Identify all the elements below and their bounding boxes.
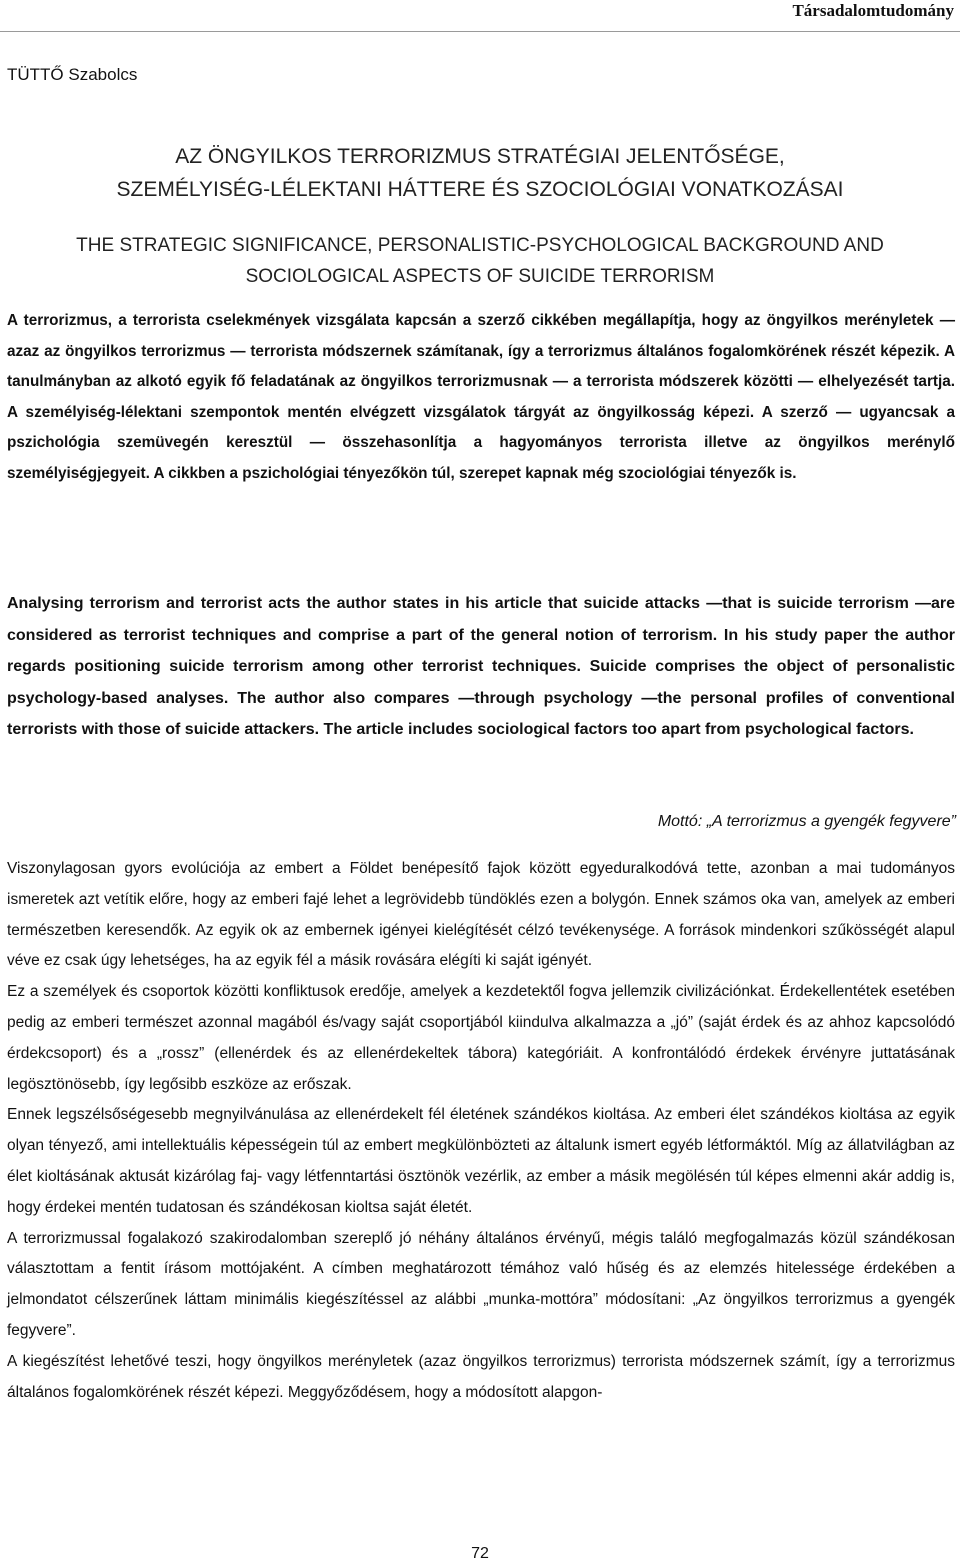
body-paragraph-1: Viszonylagosan gyors evolúciója az embert a Földet benépesítő fajok között egyeduralkodóvá tette, azonban a mai tudományos ismeretek azt vetítik előre, hogy az emberi fajé lehet a legrövidebb tündöklés ezen a bolygón. Ennek számos oka van, amelyek az emberi természetben keresendők. Az egyik ok az embernek igényei kielégítését célzó tevékenysége. A források mindenkori szűkösségét alapul véve ez csak úgy lehetséges, ha az egyik fél a másik rovására elégíti ki saját igényét. (7, 860, 955, 970)
page-number: 72 (471, 1545, 489, 1562)
author-name: TÜTTŐ Szabolcs (7, 65, 138, 84)
title-english-line1: THE STRATEGIC SIGNIFICANCE, PERSONALISTIC-PSYCHOLOGICAL BACKGROUND AND (76, 235, 884, 256)
title-hungarian-line1: AZ ÖNGYILKOS TERRORIZMUS STRATÉGIAI JELENTŐSÉGE, (175, 145, 785, 168)
title-hungarian-line2: SZEMÉLYISÉG-LÉLEKTANI HÁTTERE ÉS SZOCIOLÓGIAI VONATKOZÁSAI (116, 178, 844, 201)
body-paragraph-2: Ez a személyek és csoportok közötti konfliktusok eredője, amelyek a kezdetektől fogva jellemzik civilizációnkat. Érdekellentétek esetében pedig az emberi természet azonnal magából és/vagy saját csoportjából kiindulva alkalmazza a „jó” (saját érdek és az ahhoz kapcsolódó érdekcsoport) és a „rossz” (ellenérdek és az ellenérdekeltek tábora) kategóriáit. A konfrontálódó érdekek érvényre juttatásának legösztönösebb, így legősibb eszköze az erőszak. (7, 983, 955, 1093)
title-english-line2: SOCIOLOGICAL ASPECTS OF SUICIDE TERRORISM (245, 266, 715, 287)
body-paragraph-5: A kiegészítést lehetővé teszi, hogy öngyilkos merényletek (azaz öngyilkos terrorizmus) terrorista módszernek számít, így a terrorizmus általános fogalomkörének részét képezi. Meggyőződésem, hogy a módosított alapgon- (7, 1352, 955, 1401)
title-hungarian (0, 140, 960, 206)
body-paragraph-4: A terrorizmussal fogalakozó szakirodalomban szereplő jó néhány általános érvényű, mégis találó megfogalmazás közül szándékosan választottam a fentit írásom mottójaként. A címben meghatározott témához való hűség és az elemzés hitelessége érdekében a jelmondatot célszerűnek láttam minimális kiegészítéssel az alábbi „munka-mottóra” módosítani: „Az öngyilkos terrorizmus a gyengék fegyvere”. (7, 1229, 955, 1339)
abstract-hungarian: A terrorizmus, a terrorista cselekmények vizsgálata kapcsán a szerző cikkében megállapítja, hogy az öngyilkos merényletek — azaz az öngyilkos terrorizmus — terrorista módszernek számítanak, így a terrorizmus általános fogalomkörének részét képezik. A tanulmányban az alkotó egyik fő feladatának az öngyilkos terrorizmusnak — a terrorista módszerek közötti — elhelyezését tartja. A személyiség-lélektani szempontok mentén elvégzett vizsgálatok tárgyát az öngyilkosság képezi. A szerző — ugyancsak a pszichológia szemüvegén keresztül — összehasonlítja a hagyományos terrorista illetve az öngyilkos merénylő személyiségjegyeit. A cikkben a pszichológiai tényezőkön túl, szerepet kapnak még szociológiai tényezők is. (7, 312, 955, 482)
journal-name: Társadalomtudomány (792, 1, 954, 20)
body-text (7, 854, 955, 1408)
abstract-english: Analysing terrorism and terrorist acts the author states in his article that suicide attacks —that is suicide terrorism —are considered as terrorist techniques and comprise a part of the general notion of terrorism. In his study paper the author regards positioning suicide terrorism among other terrorist techniques. Suicide comprises the object of personalistic psychology-based analyses. The author also compares —through psychology —the personal profiles of conventional terrorists with those of suicide attackers. The article includes sociological factors too apart from psychological factors. (7, 595, 955, 739)
body-paragraph-3: Ennek legszélsőségesebb megnyilvánulása az ellenérdekelt fél életének szándékos kioltása. Az emberi élet szándékos kioltása az egyik olyan tényező, ami intellektuális képességein túl az embert megkülönbözteti az általunk ismert egyéb létformáktól. Míg az állatvilágban az élet kioltásának aktusát kizárólag faj- vagy létfenntartási ösztönök vezérlik, az ember a másik megölésén túl képes elmenni akár addig is, hogy érdekei mentén tudatosan és szándékosan kioltsa saját életét. (7, 1106, 955, 1216)
header-rule (0, 31, 960, 32)
motto: Mottó: „A terrorizmus a gyengék fegyvere” (657, 813, 956, 830)
title-english (0, 230, 960, 292)
